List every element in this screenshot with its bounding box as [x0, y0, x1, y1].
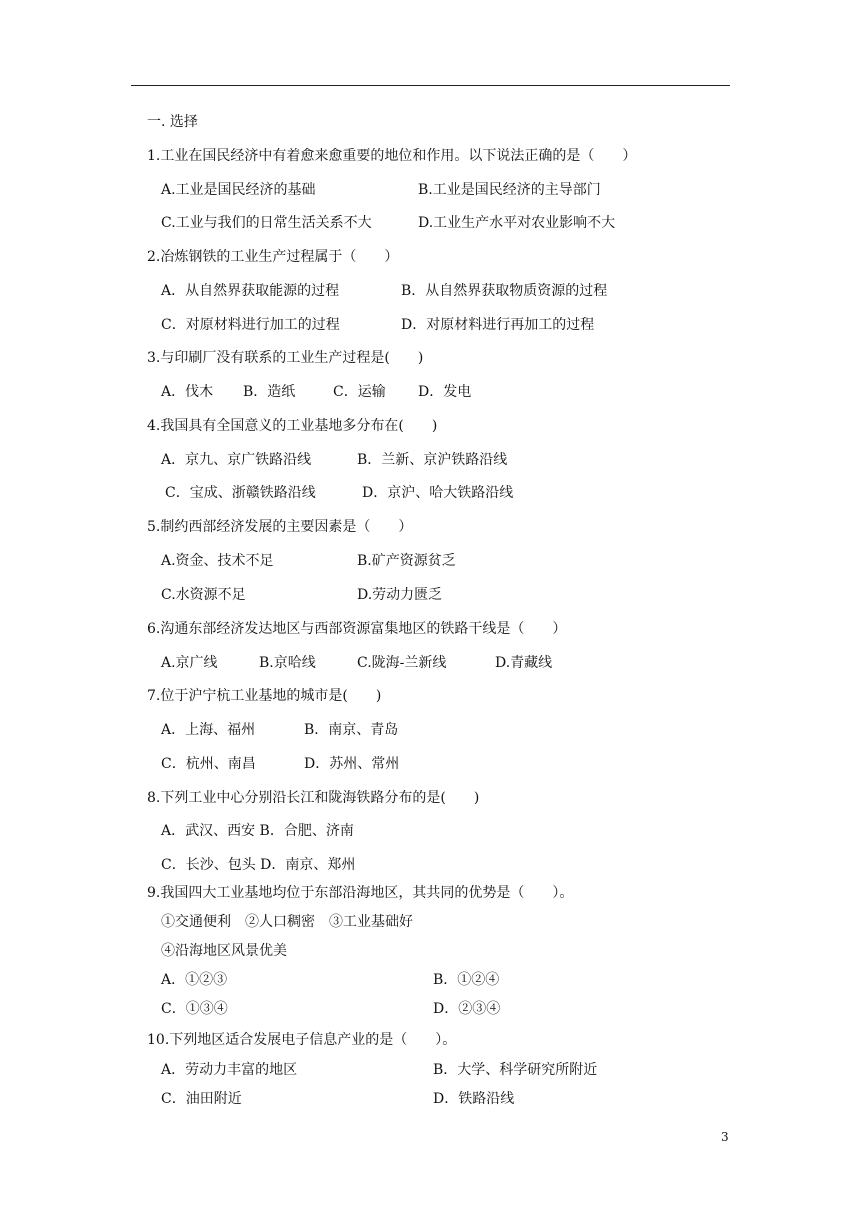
- page-number: 3: [721, 1130, 729, 1144]
- question-6-option-b: B.京哈线: [259, 655, 316, 671]
- question-9-stem: 9.我国四大工业基地均位于东部沿海地区，其共同的优势是（ ）。: [147, 885, 574, 901]
- question-5-option-b: B.矿产资源贫乏: [357, 553, 456, 569]
- question-5-option-c: C.水资源不足: [161, 587, 246, 603]
- question-9-option-a: A．①②③: [161, 972, 228, 988]
- question-2-option-b: B．从自然界获取物质资源的过程: [401, 283, 608, 299]
- question-9-option-d: D．②③④: [433, 1001, 501, 1017]
- question-6-option-a: A.京广线: [161, 655, 218, 671]
- question-3-option-a: A．伐木: [161, 384, 214, 400]
- question-1-option-c: C.工业与我们的日常生活关系不大: [161, 215, 372, 231]
- question-1-option-a: A.工业是国民经济的基础: [161, 182, 316, 198]
- question-7-option-c: C．杭州、南昌: [161, 756, 256, 772]
- question-4-option-c: C．宝成、浙赣铁路沿线: [165, 485, 316, 501]
- header-rule: [131, 85, 730, 86]
- question-3-option-b: B．造纸: [243, 384, 296, 400]
- question-5-option-a: A.资金、技术不足: [161, 553, 274, 569]
- question-7-option-b: B．南京、青岛: [304, 722, 399, 738]
- question-2-option-d: D．对原材料进行再加工的过程: [401, 317, 595, 333]
- question-4-option-d: D．京沪、哈大铁路沿线: [362, 485, 514, 501]
- question-6-option-d: D.青藏线: [495, 655, 553, 671]
- question-6-stem: 6.沟通东部经济发达地区与西部资源富集地区的铁路干线是（ ）: [147, 621, 567, 637]
- question-9-option-b: B．①②④: [433, 972, 500, 988]
- question-1-option-d: D.工业生产水平对农业影响不大: [418, 215, 616, 231]
- question-4-stem: 4.我国具有全国意义的工业基地多分布在( ): [147, 418, 438, 434]
- question-1-option-b: B.工业是国民经济的主导部门: [418, 182, 601, 198]
- question-9-choices-1: ①交通便利 ②人口稠密 ③工业基础好: [161, 914, 413, 930]
- question-10-stem: 10.下列地区适合发展电子信息产业的是（ ）。: [147, 1032, 457, 1048]
- question-10-option-c: C．油田附近: [161, 1091, 242, 1107]
- question-2-option-c: C．对原材料进行加工的过程: [161, 317, 340, 333]
- question-10-option-b: B．大学、科学研究所附近: [433, 1062, 598, 1078]
- question-6-option-c: C.陇海-兰新线: [357, 655, 447, 671]
- question-5-stem: 5.制约西部经济发展的主要因素是（ ）: [147, 519, 413, 535]
- question-2-option-a: A．从自然界获取能源的过程: [161, 283, 340, 299]
- question-5-option-d: D.劳动力匮乏: [357, 587, 443, 603]
- question-3-stem: 3.与印刷厂没有联系的工业生产过程是( ): [147, 350, 424, 366]
- question-8-options-ab: A．武汉、西安 B．合肥、济南: [161, 823, 354, 839]
- question-4-option-a: A．京九、京广铁路沿线: [161, 452, 312, 468]
- question-2-stem: 2.冶炼钢铁的工业生产过程属于（ ）: [147, 249, 399, 265]
- question-7-option-d: D．苏州、常州: [304, 756, 400, 772]
- question-9-choices-2: ④沿海地区风景优美: [161, 943, 287, 959]
- question-8-stem: 8.下列工业中心分别沿长江和陇海铁路分布的是( ): [147, 790, 480, 806]
- question-9-option-c: C．①③④: [161, 1001, 228, 1017]
- question-4-option-b: B．兰新、京沪铁路沿线: [357, 452, 508, 468]
- question-10-option-a: A．劳动力丰富的地区: [161, 1062, 298, 1078]
- question-7-option-a: A．上海、福州: [161, 722, 256, 738]
- question-3-option-c: C．运输: [333, 384, 386, 400]
- question-3-option-d: D．发电: [418, 384, 472, 400]
- section-title: 一. 选择: [147, 114, 198, 130]
- question-10-option-d: D．铁路沿线: [433, 1091, 515, 1107]
- question-7-stem: 7.位于沪宁杭工业基地的城市是( ): [147, 688, 382, 704]
- question-1-stem: 1.工业在国民经济中有着愈来愈重要的地位和作用。以下说法正确的是（ ）: [147, 148, 637, 164]
- question-8-options-cd: C．长沙、包头 D．南京、郑州: [161, 857, 356, 873]
